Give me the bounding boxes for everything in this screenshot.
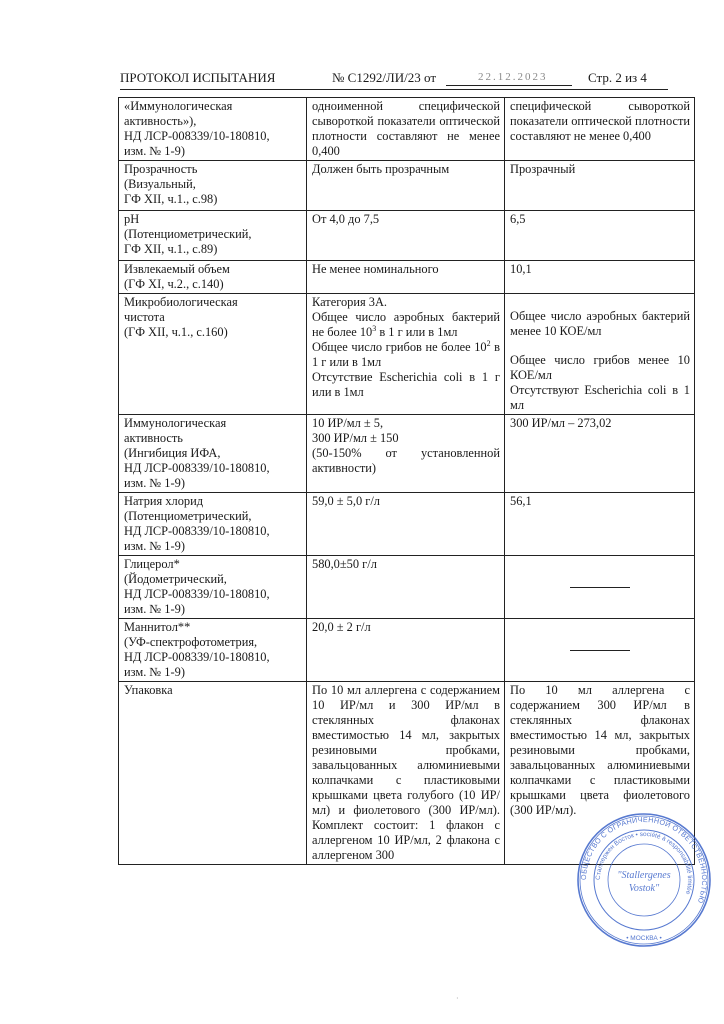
param-cell	[119, 556, 307, 619]
aerobic-norm-unit: в 1 г или в 1мл	[376, 325, 458, 339]
micro-fungi-norm	[312, 340, 500, 370]
table-row	[119, 161, 695, 211]
page-number: Стр. 2 из 4	[588, 70, 647, 85]
norm-cell: 59,0 ± 5,0 г/л	[307, 493, 505, 556]
norm-cell: От 4,0 до 7,5	[307, 211, 505, 261]
norm-line: (50-150% от установленной активности)	[312, 446, 500, 475]
seal-city: • МОСКВА •	[626, 935, 662, 942]
seal-inner-textpath: Сталлержен Восток • société à responsabilité limitée	[594, 830, 694, 896]
param-line: НД ЛСР-008339/10-180810,	[124, 650, 270, 664]
param-line: изм. № 1-9)	[124, 665, 185, 679]
protocol-number: № С1292/ЛИ/23 от	[332, 70, 437, 85]
norm-cell: 20,0 ± 2 г/л	[307, 619, 505, 682]
param-line: ГФ XII, ч.1., с.98)	[124, 192, 218, 206]
table-row	[119, 261, 695, 294]
norm-cell: По 10 мл аллергена с содержанием 10 ИР/мл и 300 ИР/мл в стеклянных флаконах вместимостью 14 мл, закрытых резиновыми пробками, завальцованных алюминиевыми колпачками с пластиковыми крышками цвета голубого (10 ИР/мл) и фиолетового (300 ИР/мл). Комплект состоит: 1 флакон с аллергеном 10 ИР/мл, 2 флакона с аллергеном 300	[307, 682, 505, 865]
spacer	[510, 339, 690, 353]
param-line: Иммунологическая	[124, 416, 227, 430]
param-line: изм. № 1-9)	[124, 476, 185, 490]
param-cell	[119, 619, 307, 682]
norm-cell	[307, 294, 505, 415]
norm-line: 300 ИР/мл ± 150	[312, 431, 399, 445]
table-row	[119, 493, 695, 556]
date-underline	[446, 85, 572, 86]
norm-cell: Должен быть прозрачным	[307, 161, 505, 211]
results-table	[118, 97, 695, 865]
param-line: (Потенциометрический,	[124, 509, 252, 523]
param-line: НД ЛСР-008339/10-180810,	[124, 129, 270, 143]
result-cell: 6,5	[505, 211, 695, 261]
param-line: Прозрачность	[124, 162, 198, 176]
param-cell	[119, 161, 307, 211]
param-line: ГФ XII, ч.1., с.89)	[124, 242, 218, 256]
param-line: Маннитол**	[124, 620, 191, 634]
result-cell: По 10 мл аллергена с содержанием 300 ИР/мл в стеклянных флаконах вместимостью 14 мл, закрытых резиновыми пробками, завальцованных алюминиевыми колпачками с пластиковыми крышками цвета фиолетового (300 ИР/мл).	[505, 682, 695, 865]
param-line: (Потенциометрический,	[124, 227, 252, 241]
param-line: активность	[124, 431, 183, 445]
spacer	[510, 295, 690, 309]
micro-ecoli-norm: Отсутствие Escherichia coli в 1 г или в 1мл	[312, 370, 500, 399]
protocol-title: ПРОТОКОЛ ИСПЫТАНИЯ	[120, 70, 276, 85]
param-line: (Ингибиция ИФА,	[124, 446, 221, 460]
empty-result-dash	[570, 587, 630, 588]
param-line: изм. № 1-9)	[124, 539, 185, 553]
header-rule	[120, 89, 668, 90]
micro-category: Категория 3А.	[312, 295, 388, 309]
fungi-norm-exponent: 2	[486, 338, 491, 348]
table-row	[119, 211, 695, 261]
param-line: Глицерол*	[124, 557, 180, 571]
seal-outer-textpath: ОБЩЕСТВО С ОГРАНИЧЕННОЙ ОТВЕТСТВЕННОСТЬЮ	[578, 814, 710, 905]
result-cell	[505, 556, 695, 619]
result-cell: 10,1	[505, 261, 695, 294]
table-row	[119, 98, 695, 161]
param-line: чистота	[124, 310, 165, 324]
param-line: изм. № 1-9)	[124, 602, 185, 616]
aerobic-norm-text: Общее число аэробных бактерий не более 10	[312, 310, 500, 339]
param-line: НД ЛСР-008339/10-180810,	[124, 461, 270, 475]
param-line: Натрия хлорид	[124, 494, 204, 508]
param-line: Микробиологическая	[124, 295, 238, 309]
param-cell	[119, 493, 307, 556]
norm-line: 10 ИР/мл ± 5,	[312, 416, 384, 430]
param-cell	[119, 415, 307, 493]
page-speck: ·	[456, 994, 459, 1003]
param-line: Упаковка	[124, 683, 173, 697]
norm-cell: одноименной специфической сывороткой показатели оптической плотности составляют не менее 0,400	[307, 98, 505, 161]
norm-cell	[307, 415, 505, 493]
param-line: (ГФ XII, ч.1., с.160)	[124, 325, 228, 339]
aerobic-norm-exponent: 3	[372, 323, 377, 333]
table-row	[119, 294, 695, 415]
table-row	[119, 556, 695, 619]
result-cell: 56,1	[505, 493, 695, 556]
fungi-norm-text: Общее число грибов не более 10	[312, 340, 487, 354]
param-cell	[119, 211, 307, 261]
param-line: (Визуальный,	[124, 177, 196, 191]
fungi-norm-unit: в 1 г или в 1мл	[312, 340, 500, 369]
param-cell	[119, 682, 307, 865]
result-cell: 300 ИР/мл – 273,02	[505, 415, 695, 493]
norm-cell: Не менее номинального	[307, 261, 505, 294]
param-line: «Иммунологическая	[124, 99, 233, 113]
company-seal	[576, 812, 712, 948]
param-cell	[119, 294, 307, 415]
seal-name-2: Vostok"	[628, 883, 660, 894]
empty-result-dash	[570, 650, 630, 651]
table-row	[119, 619, 695, 682]
micro-ecoli-result: Отсутствуют Escherichia coli в 1 мл	[510, 383, 690, 412]
result-cell	[505, 619, 695, 682]
param-line: (Йодометрический,	[124, 572, 227, 586]
result-cell	[505, 294, 695, 415]
param-line: НД ЛСР-008339/10-180810,	[124, 524, 270, 538]
param-line: (УФ-спектрофотометрия,	[124, 635, 258, 649]
result-cell: специфической сывороткой показатели оптической плотности составляют не менее 0,400	[505, 98, 695, 161]
param-line: изм. № 1-9)	[124, 144, 185, 158]
result-cell: Прозрачный	[505, 161, 695, 211]
param-line: pH	[124, 212, 140, 226]
param-line: (ГФ XI, ч.2., с.140)	[124, 277, 224, 291]
micro-fungi-result: Общее число грибов менее 10 КОЕ/мл	[510, 353, 690, 382]
param-cell	[119, 261, 307, 294]
param-line: НД ЛСР-008339/10-180810,	[124, 587, 270, 601]
param-line: Извлекаемый объем	[124, 262, 230, 276]
seal-name-1: "Stallergenes	[617, 870, 671, 881]
param-line: активность»),	[124, 114, 197, 128]
table-row	[119, 415, 695, 493]
protocol-date: 22.12.2023	[478, 71, 548, 83]
micro-aerobic-result: Общее число аэробных бактерий менее 10 КОЕ/мл	[510, 309, 690, 338]
norm-cell: 580,0±50 г/л	[307, 556, 505, 619]
micro-aerobic-norm	[312, 310, 500, 340]
param-cell	[119, 98, 307, 161]
